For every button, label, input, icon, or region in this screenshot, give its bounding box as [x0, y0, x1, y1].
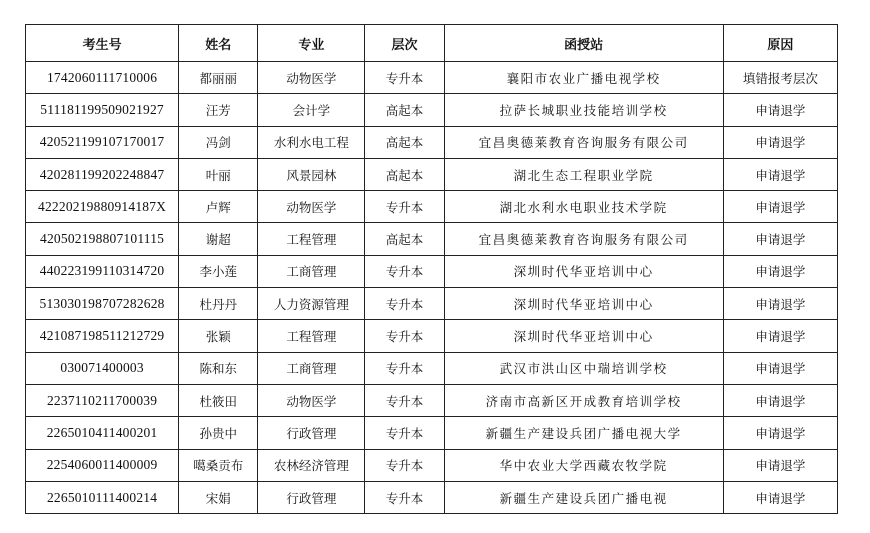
reason-cell: 申请退学 [723, 288, 837, 320]
name-cell: 孙贵中 [179, 417, 258, 449]
header-row [26, 25, 838, 62]
station-cell: 华中农业大学西藏农牧学院 [444, 449, 723, 481]
table-header [26, 25, 838, 62]
exam-id-cell: 2254060011400009 [26, 449, 179, 481]
station-cell: 襄阳市农业广播电视学校 [444, 62, 723, 94]
table-body [26, 62, 838, 514]
station-cell: 济南市高新区开成教育培训学校 [444, 384, 723, 416]
exam-id-cell: 1742060111710006 [26, 62, 179, 94]
reason-cell: 申请退学 [723, 158, 837, 190]
table-row [26, 352, 838, 384]
level-cell: 专升本 [365, 288, 444, 320]
name-cell: 卢辉 [179, 191, 258, 223]
major-cell: 工程管理 [258, 320, 365, 352]
table-row [26, 191, 838, 223]
station-cell: 拉萨长城职业技能培训学校 [444, 94, 723, 126]
exam-id-cell: 420502198807101115 [26, 223, 179, 255]
table-row [26, 417, 838, 449]
name-cell: 叶丽 [179, 158, 258, 190]
table-row [26, 158, 838, 190]
name-cell: 杜丹丹 [179, 288, 258, 320]
major-cell: 工商管理 [258, 352, 365, 384]
name-cell: 冯剑 [179, 126, 258, 158]
exam-id-cell: 2237110211700039 [26, 384, 179, 416]
major-cell: 水利水电工程 [258, 126, 365, 158]
major-cell: 动物医学 [258, 191, 365, 223]
table-row [26, 94, 838, 126]
table-row [26, 449, 838, 481]
station-cell: 深圳时代华亚培训中心 [444, 255, 723, 287]
station-cell: 湖北水利水电职业技术学院 [444, 191, 723, 223]
level-cell: 高起本 [365, 223, 444, 255]
station-cell: 湖北生态工程职业学院 [444, 158, 723, 190]
withdrawal-list-table [25, 24, 838, 514]
major-cell: 工程管理 [258, 223, 365, 255]
level-cell: 专升本 [365, 481, 444, 513]
name-cell: 噶桑贡布 [179, 449, 258, 481]
reason-cell: 申请退学 [723, 94, 837, 126]
level-cell: 专升本 [365, 191, 444, 223]
exam-id-cell: 513030198707282628 [26, 288, 179, 320]
exam-id-cell: 420281199202248847 [26, 158, 179, 190]
station-cell: 武汉市洪山区中瑞培训学校 [444, 352, 723, 384]
level-cell: 高起本 [365, 158, 444, 190]
header-reason: 原因 [723, 25, 837, 62]
exam-id-cell: 030071400003 [26, 352, 179, 384]
major-cell: 行政管理 [258, 417, 365, 449]
level-cell: 专升本 [365, 255, 444, 287]
name-cell: 张颖 [179, 320, 258, 352]
table-row [26, 126, 838, 158]
level-cell: 专升本 [365, 62, 444, 94]
reason-cell: 申请退学 [723, 191, 837, 223]
table-row [26, 320, 838, 352]
level-cell: 高起本 [365, 94, 444, 126]
reason-cell: 申请退学 [723, 417, 837, 449]
major-cell: 人力资源管理 [258, 288, 365, 320]
exam-id-cell: 440223199110314720 [26, 255, 179, 287]
reason-cell: 申请退学 [723, 126, 837, 158]
reason-cell: 填错报考层次 [723, 62, 837, 94]
station-cell: 宜昌奥德莱教育咨询服务有限公司 [444, 223, 723, 255]
table-row [26, 62, 838, 94]
major-cell: 会计学 [258, 94, 365, 126]
header-level: 层次 [365, 25, 444, 62]
exam-id-cell: 511181199509021927 [26, 94, 179, 126]
major-cell: 风景园林 [258, 158, 365, 190]
table-row [26, 481, 838, 513]
station-cell: 新疆生产建设兵团广播电视大学 [444, 417, 723, 449]
reason-cell: 申请退学 [723, 384, 837, 416]
exam-id-cell: 421087198511212729 [26, 320, 179, 352]
table-row [26, 223, 838, 255]
reason-cell: 申请退学 [723, 352, 837, 384]
level-cell: 专升本 [365, 384, 444, 416]
name-cell: 陈和东 [179, 352, 258, 384]
name-cell: 都丽丽 [179, 62, 258, 94]
exam-id-cell: 420521199107170017 [26, 126, 179, 158]
reason-cell: 申请退学 [723, 223, 837, 255]
name-cell: 杜筱田 [179, 384, 258, 416]
station-cell: 宜昌奥德莱教育咨询服务有限公司 [444, 126, 723, 158]
major-cell: 动物医学 [258, 62, 365, 94]
header-station: 函授站 [444, 25, 723, 62]
major-cell: 动物医学 [258, 384, 365, 416]
name-cell: 汪芳 [179, 94, 258, 126]
level-cell: 专升本 [365, 417, 444, 449]
station-cell: 深圳时代华亚培训中心 [444, 320, 723, 352]
reason-cell: 申请退学 [723, 481, 837, 513]
exam-id-cell: 2265010411400201 [26, 417, 179, 449]
exam-id-cell: 2265010111400214 [26, 481, 179, 513]
exam-id-cell: 42220219880914187X [26, 191, 179, 223]
header-name: 姓名 [179, 25, 258, 62]
reason-cell: 申请退学 [723, 449, 837, 481]
table-row [26, 288, 838, 320]
station-cell: 新疆生产建设兵团广播电视 [444, 481, 723, 513]
table-row [26, 384, 838, 416]
level-cell: 专升本 [365, 320, 444, 352]
name-cell: 李小莲 [179, 255, 258, 287]
station-cell: 深圳时代华亚培训中心 [444, 288, 723, 320]
major-cell: 行政管理 [258, 481, 365, 513]
major-cell: 工商管理 [258, 255, 365, 287]
reason-cell: 申请退学 [723, 255, 837, 287]
major-cell: 农林经济管理 [258, 449, 365, 481]
level-cell: 专升本 [365, 352, 444, 384]
reason-cell: 申请退学 [723, 320, 837, 352]
table-row [26, 255, 838, 287]
header-exam-id: 考生号 [26, 25, 179, 62]
name-cell: 谢超 [179, 223, 258, 255]
name-cell: 宋娟 [179, 481, 258, 513]
level-cell: 高起本 [365, 126, 444, 158]
level-cell: 专升本 [365, 449, 444, 481]
header-major: 专业 [258, 25, 365, 62]
